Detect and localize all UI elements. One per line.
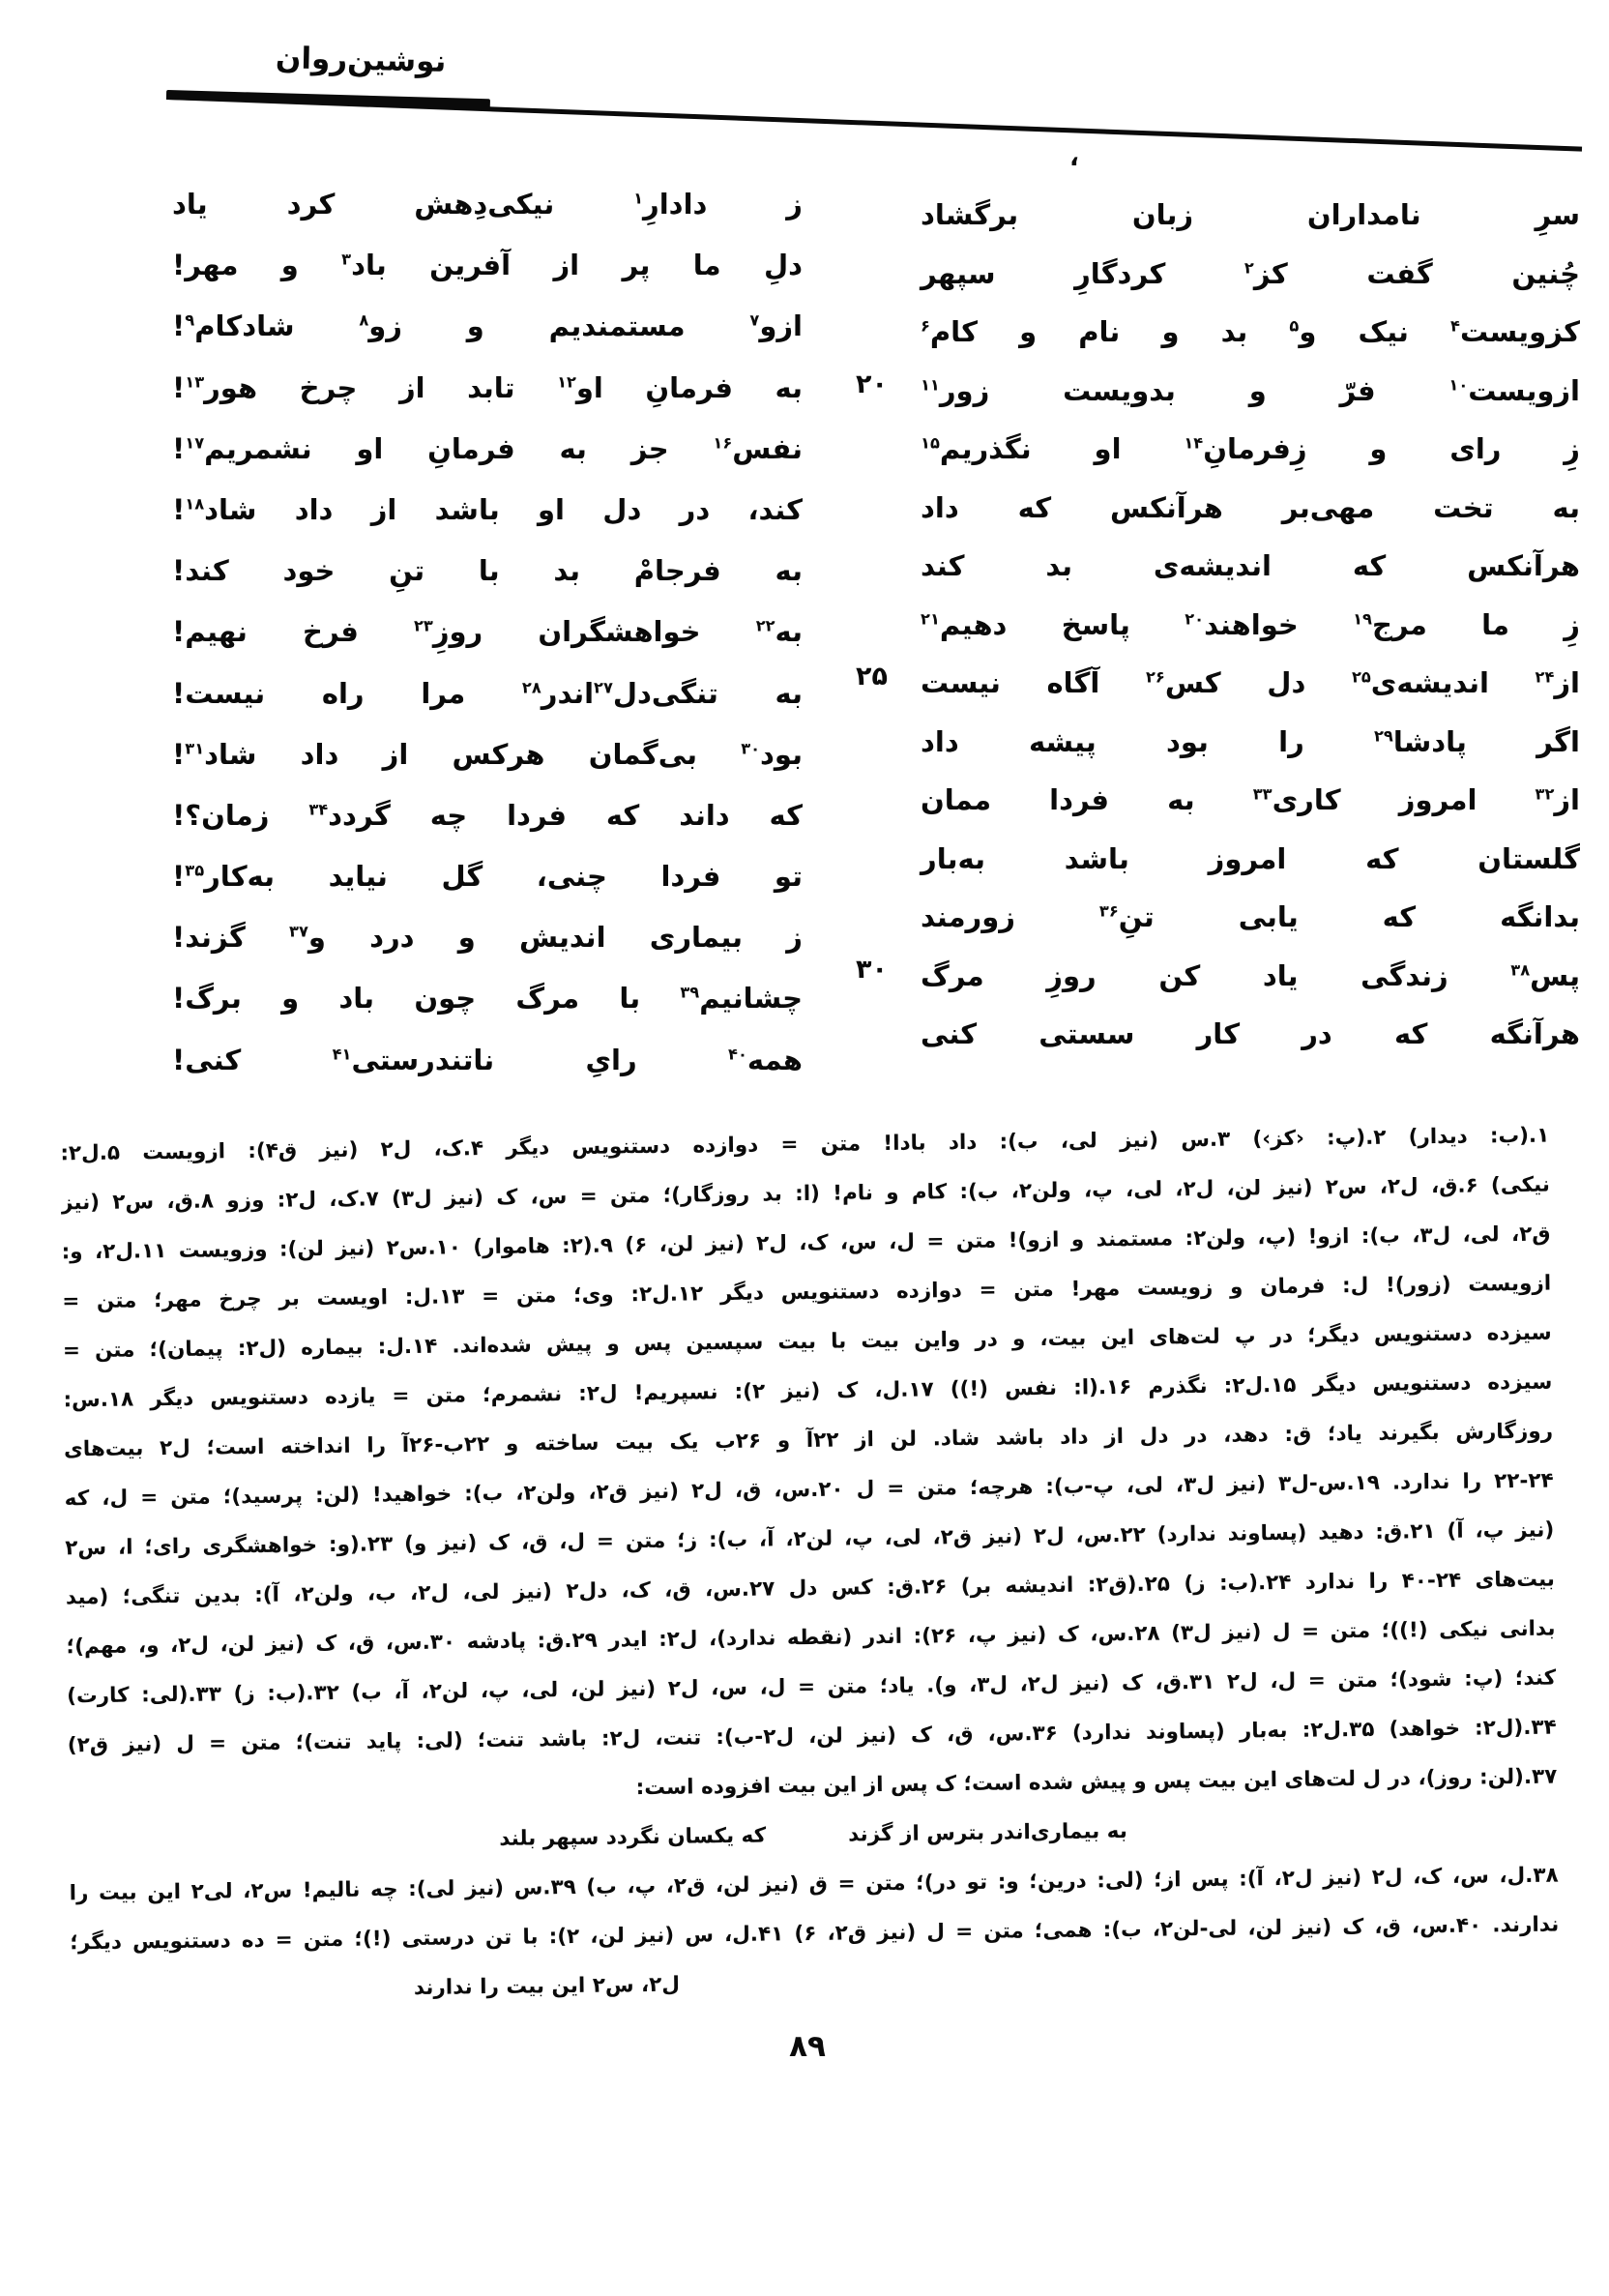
verse-word: ازو$^۷$ [749,309,803,343]
verse-word: گفت [1366,256,1433,290]
verse-hemistich [921,888,1580,947]
verse-word: سستی [1039,1017,1135,1050]
verse-word: مهر! [172,249,239,282]
verse-word: از$^{۲۴}$ [1535,666,1580,699]
verse-word: با [619,982,641,1016]
verse-word: رایِ [585,1043,637,1076]
footnote-line: نیکی) ۶.ق، ل۲، س۲ (نیز لن، ل۲، لی، پ، ولن۲، ب): کام و نام! (ا: بد روزگار)؛ متن = س، ک (نیز ل۳) ۷.ک، ل۲: وزو ۸.ق، س۲ (نیز [60,1172,1551,1216]
verse-hemistich [921,245,1580,304]
verse-word: گزند! [172,921,246,955]
verse-word: داد [921,490,959,524]
verse-word: و [1161,315,1180,348]
verse-word: به [1167,783,1195,816]
verse-word: ما [1481,607,1509,641]
verse-word: داد [921,724,959,758]
verse-word: ما [692,249,721,282]
verse-word: کنی! [172,1043,242,1076]
verse-word: چُنین [1511,256,1580,290]
verse-word: کند! [172,554,229,588]
footnote-line: کند؛ (پ: شود)؛ متن = ل، ل۲ ۳۱.ق، ک (نیز ل۲، ل۳، و). یاد؛ متن = ل، س، ل۲ (نیز لن، لی، پ، لن۲، آ، ب) ۳۲.(ب: ز) ۳۳.(لی: کارت) [67,1665,1557,1709]
verse-word: زندگی [1360,958,1448,992]
verse-hemistich [921,713,1580,772]
verse-word: دل [1267,666,1306,699]
verse-word: به [775,370,803,404]
verse-hemistich [172,174,803,235]
verse-word: ممان [921,783,992,816]
verse-word: تو [774,860,803,894]
verse-word: باد [338,982,375,1016]
verse-word: و [1248,373,1267,407]
verse-hemistich [172,663,803,724]
verse-word: نام [1078,315,1121,348]
verse-word: پس$^{۳۸}$ [1510,958,1580,992]
verse-word: ناتندرستی$^{۴۱}$ [332,1043,495,1076]
verse-word: نامداران [1306,198,1421,231]
inserted-verse-hemistich: به بیماری‌اندر بترس از گزند [847,1818,1127,1847]
verse-word: که [1017,490,1052,524]
poem-column-first-hemistichs [921,186,1580,1064]
verse-word: نیست! [172,676,266,710]
verse-hemistich [172,480,803,541]
verse-word: که [1382,900,1417,933]
verse-word: باشد [434,492,500,526]
verse-hemistich [921,186,1580,245]
verse-number: ۲۰ [856,368,888,399]
verse-word: تنِ [389,554,425,588]
verse-word: زمان؟! [172,798,270,832]
verse-word: تابد [467,370,515,404]
verse-number: ۲۵ [856,662,888,692]
verse-word: رای [1449,432,1502,465]
verse-word: هرآنکس [1467,549,1580,582]
verse-hemistich [172,602,803,662]
verse-word: یاد [172,188,208,221]
verse-word: شادکام$^۹$! [172,309,295,343]
verse-word: مرگ [921,958,984,992]
verse-word: اگر [1536,724,1580,758]
verse-hemistich [172,235,803,296]
verse-hemistich [172,358,803,419]
verse-word: باد$^۳$ [341,249,387,282]
verse-word: اندیشه‌ی [1153,549,1272,582]
verse-word: مرا [421,676,466,710]
verse-word: اندیشه‌ی$^{۲۵}$ [1351,666,1489,699]
verse-word: چون [414,982,477,1016]
verse-hemistich [921,830,1580,889]
footnote-line: ۱.(ب: دیدار) ۲.(پ: ‹کز›) ۳.س (نیز لی، ب): داد بادا! متن = دوازده دستنویس دیگر ۴.ک، ل۲ (نیز ق۴): ازویست ۵.ل۲: [60,1123,1550,1166]
verse-word: مهی‌بر [1281,490,1375,524]
verse-word: کام$^۶$ [921,315,978,348]
verse-word: امروز [1398,783,1477,816]
footnote-line: ۳۸.ل، س، ک، ل۲ (نیز ل۲، آ): پس از؛ (لی: درین؛ و: تو در)؛ متن = ق (نیز لن، ق۲، پ، ب) ۳۹.س (نیز لی): چه نالیم! س۲، لی۲ این بیت را [69,1863,1559,1906]
verse-word: به [775,554,803,588]
verse-word: شاد$^{۳۱}$! [172,737,257,771]
verse-word: آگاه [1046,666,1100,699]
poem-column-second-hemistichs [172,174,803,1091]
verse-word: و [280,249,299,282]
verse-word: زبان [1131,198,1194,231]
verse-word: زو$^۸$ [359,309,402,343]
verse-word: از [382,737,409,771]
verse-word: روزِ [1046,958,1097,992]
verse-word: دلِ [763,249,803,282]
verse-word: که [1365,841,1399,875]
verse-word: مرج$^{۱۹}$ [1353,607,1427,641]
verse-word: فرخ [302,615,359,649]
verse-word: همه$^{۴۰}$ [728,1043,803,1076]
verse-word: سرِ [1535,198,1580,231]
verse-word: کردگارِ [1074,256,1166,290]
verse-word: در [1302,1017,1332,1050]
verse-word: چرخ [299,370,358,404]
verse-word: تنگی‌دل$^{۲۷}$اندر$^{۲۸}$ [521,676,718,710]
verse-word: چشانیم$^{۳۹}$ [680,982,803,1016]
verse-hemistich [921,362,1580,421]
verse-word: فردا [507,798,567,832]
verse-word: درد [369,921,415,955]
verse-word: را [1278,724,1304,758]
verse-word: ز [786,921,803,955]
verse-word: و [1369,432,1388,465]
verse-word: پادشا$^{۲۹}$ [1374,724,1467,758]
verse-word: بدانگه [1500,900,1580,933]
verse-word: ز [786,188,803,221]
verse-word: او [356,431,384,465]
verse-word: و$^{۳۷}$ [289,921,326,955]
verse-word: فرجامْ [633,554,721,588]
verse-word: بد [1045,549,1072,582]
verse-word: خواهند$^{۲۰}$ [1185,607,1299,641]
verse-word: با [478,554,500,588]
scan-speck-mark: ، [1069,143,1079,172]
footnote-line: ل۲، س۲ این بیت را ندارند [413,1972,681,2001]
verse-word: فردا [660,860,721,894]
verse-word: مستمندیم [548,309,686,343]
verse-word: نیست [921,666,1001,699]
verse-word: که [769,798,803,832]
verse-word: که [1352,549,1387,582]
verse-word: گردد$^{۳۴}$ [308,798,391,832]
verse-word: کز$^۲$ [1243,256,1288,290]
verse-word: او [1094,432,1122,465]
verse-word: کند، [747,492,803,526]
verse-word: داد [300,737,339,771]
title-underline [166,90,490,108]
verse-word: یابی [1238,900,1299,933]
verse-word: زور$^{۱۱}$ [921,373,990,407]
verse-word: و [466,309,484,343]
verse-word: داند [679,798,730,832]
verse-word: فرمانِ [427,431,515,465]
verse-word: او [538,492,565,526]
verse-word: پر [622,249,651,282]
verse-word: کرد [286,188,336,221]
verse-word: برگشاد [921,198,1019,231]
verse-word: تخت [1433,490,1494,524]
footnote-line: بدانی نیکی (!))؛ متن = ل (نیز ل۳) ۲۸.س، ک (نیز پ، ۲۶): اندر (نقطه ندارد)، ل۲: ایدر ۲۹.ق: پادشه ۳۰.س، ق، ک (نیز لن، ل۲، و، مهم)؛ [66,1616,1556,1660]
verse-hemistich [172,541,803,602]
verse-word: زِ [1564,432,1580,465]
verse-word: تنِ$^{۳۶}$ [1098,900,1155,933]
verse-hemistich [172,846,803,907]
verse-word: گلستان [1477,841,1580,875]
verse-word: بد [1220,315,1248,348]
verse-word: چنی، [536,860,607,894]
verse-word: در [679,492,711,526]
verse-word: فردا [1049,783,1110,816]
verse-word: باشد [1064,841,1129,875]
verse-word: بیماری [649,921,744,955]
verse-word: برگ! [172,982,242,1016]
verse-word: خواهشگران [538,615,701,649]
verse-hemistich [172,907,803,968]
verse-word: از [398,370,425,404]
verse-hemistich [921,537,1580,596]
verse-word: هرآنگه [1489,1017,1580,1050]
footnote-line: ۳۷.(لن: روز)، در ل لت‌های این بیت پس و پیش شده است؛ ک پس از این بیت افزوده است: [635,1764,1558,1801]
verse-word: جز [630,431,669,465]
footnote-line: ۲۲-۲۴ را ندارد. ۱۹.س-ل۳ (نیز ل۳، لی، پ-ب): هرچه؛ متن = ل ۲۰.س، ق، ل۲ (نیز ق۲، ولن۲، ب): خواهید! (لن: پرسید)؛ متن = ل، که [64,1468,1554,1512]
verse-hemistich [172,419,803,480]
verse-word: از [370,492,397,526]
verse-word: بی‌گمان [588,737,697,771]
verse-word: فرّ [1339,373,1376,407]
verse-word: راه [321,676,365,710]
verse-word: یاد [1262,958,1299,992]
verse-hemistich [921,596,1580,655]
page-number: ۸۹ [789,2029,826,2064]
verse-word: نگذریم$^{۱۵}$ [921,432,1032,465]
verse-word: آفرین [429,249,512,282]
verse-word: که [605,798,640,832]
verse-word: از$^{۳۲}$ [1535,783,1580,816]
verse-word: نشمریم$^{۱۷}$! [172,431,312,465]
verse-hemistich [921,303,1580,362]
verse-word: داد [294,492,334,526]
footnote-line: (نیز پ، آ) ۲۱.ق: دهید (پساوند ندارد) ۲۲.س، ل۲ (نیز ق۲، لی، پ، لن۲، آ، ب): ز؛ متن = ل، ق، ک (نیز و) ۲۳.(و: خواهشگری رای؛ ا، س۲ [65,1517,1555,1561]
verse-word: نهیم! [172,615,248,649]
footnote-line: روزگارش بگیرند یاد؛ ق: دهد، در دل از داد باشد شاد. لن از ۲۲آ و ۲۶ب یک بیت ساخته و ۲۲ب-۲۶آ را انداخته است؛ ل۲ بیت‌های [63,1419,1554,1462]
footnote-line: سیزده دستنویس دیگر؛ در پ لت‌های این بیت، و در واین بیت با بیت سپسین پس و پیش شده‌اند. ۱۴.ل: بیماره (ل۲: پیمان)؛ متن = [62,1320,1552,1364]
verse-word: نیاید [328,860,388,894]
verse-word: نیکی‌دِهش [414,188,555,221]
footnote-line: ندارند. ۴۰.س، ق، ک (نیز لن، لی-لن۲، ب): همی؛ متن = ل (نیز ق۲، ۶) ۴۱.ل، س (نیز لن، ۲): با تن درستی (!)؛ متن = ده دستنویس دیگر؛ [70,1912,1560,1956]
verse-word: فرمانِ [645,370,733,404]
verse-word: او$^{۱۲}$ [557,370,603,404]
verse-word: به [559,431,587,465]
verse-word: هور$^{۱۳}$! [172,370,258,404]
critical-apparatus [60,1111,1560,2017]
verse-word: زِ [1564,607,1580,641]
verse-word: دادارِ$^۱$ [633,188,708,221]
verse-word: پیشه [1028,724,1097,758]
verse-word: از [553,249,580,282]
verse-hemistich [172,296,803,357]
verse-hemistich [172,968,803,1029]
verse-word: خود [282,554,336,588]
verse-word: هرآنکس [1110,490,1223,524]
verse-word: هرکس [452,737,545,771]
verse-word: به‌بار [921,841,985,875]
verse-word: و [457,921,476,955]
verse-word: امروز [1208,841,1287,875]
verse-word: چه [429,798,468,832]
verse-word: به [1552,490,1580,524]
verse-word: به [775,676,803,710]
verse-word: کاری$^{۳۳}$ [1252,783,1341,816]
verse-word: روزِ$^{۲۳}$ [414,615,483,649]
footnote-line: ۳۴.(ل۲: خواهد) ۳۵.ل۲: به‌بار (پساوند ندارد) ۳۶.س، ق، ک (نیز لن، ل۲-ب): تنت، ل۲: باشد تنت؛ (لی: پاید تنت)؛ متن = ل (نیز ق۲) [67,1715,1557,1758]
verse-word: دهیم$^{۲۱}$ [921,607,1008,641]
verse-word: بود$^{۳۰}$ [741,737,803,771]
verse-hemistich [921,479,1580,538]
verse-word: زورمند [921,900,1015,933]
verse-word: دل [602,492,642,526]
running-title: نوشین‌روان [275,41,447,79]
verse-word: گل [441,860,483,894]
verse-hemistich [921,1005,1580,1064]
verse-word: مرگ [515,982,580,1016]
verse-hemistich [172,1030,803,1091]
verse-number: ۳۰ [856,954,888,985]
verse-word: کس$^{۲۶}$ [1145,666,1221,699]
footnote-line: سیزده دستنویس دیگر ۱۵.ل۲: نگذرم ۱۶.(ا: نفس (!)) ۱۷.ل، ک (نیز ۲): نسپریم! ل۲: نشمرم؛ متن = یازده دستنویس دیگر ۱۸.س: [63,1369,1553,1413]
inserted-verse-hemistich: که یکسان نگردد سپهر بلند [499,1823,767,1851]
verse-word: نیک [1358,315,1409,348]
verse-hemistich [172,785,803,846]
verse-hemistich [921,654,1580,713]
footnote-line: ازویست (زور)! ل: فرمان و زویست مهر! متن = دوازده دستنویس دیگر ۱۲.ل۲: وی؛ متن = ۱۳.ل: اویست بر چرخ مهر؛ متن = [62,1271,1552,1314]
verse-word: کار [1196,1017,1241,1050]
footnote-line: ق۲، لی، ل۳، ب): ازو! (پ، ولن۲: مستمند و ازو)! متن = ل، س، ک، ل۲ (نیز لن، ۶) ۹.(۲: هاموار) ۱۰.س۲ (نیز لن): وزویست ۱۱.ل۲، و: [61,1222,1551,1265]
verse-word: بدویست [1063,373,1176,407]
verse-hemistich [921,420,1580,479]
verse-word: سپهر [921,256,996,290]
verse-word: و [281,982,300,1016]
verse-word: بود [1165,724,1209,758]
verse-word: به$^{۲۲}$ [755,615,803,649]
verse-word: شاد$^{۱۸}$! [172,492,257,526]
verse-hemistich [921,771,1580,830]
verse-word: پاسخ [1061,607,1130,641]
verse-word: که [1393,1017,1428,1050]
verse-word: به‌کار$^{۳۵}$! [172,860,276,894]
verse-word: نفس$^{۱۶}$ [713,431,803,465]
footnote-line: بیت‌های ۲۴-۴۰ را ندارد ۲۴.(ب: ز) ۲۵.(ق۲: اندیشه بر) ۲۶.ق: کس دل ۲۷.س، ق، ک، دل۲ (نیز لی، ل۲، ب، ولن۲، آ): بدین تنگی؛ (مید [65,1567,1556,1610]
verse-word: و$^۵$ [1289,315,1317,348]
verse-word: کنی [921,1017,978,1050]
verse-hemistich [172,724,803,785]
verse-word: و [1019,315,1038,348]
verse-word: اندیش [519,921,606,955]
verse-hemistich [921,947,1580,1006]
verse-word: ازویست$^{۱۰}$ [1448,373,1580,407]
verse-word: کن [1158,958,1201,992]
verse-word: کزویست$^۴$ [1450,315,1580,348]
verse-word: بد [553,554,580,588]
verse-word: کند [921,549,965,582]
verse-word: زِفرمانِ$^{۱۴}$ [1184,432,1307,465]
